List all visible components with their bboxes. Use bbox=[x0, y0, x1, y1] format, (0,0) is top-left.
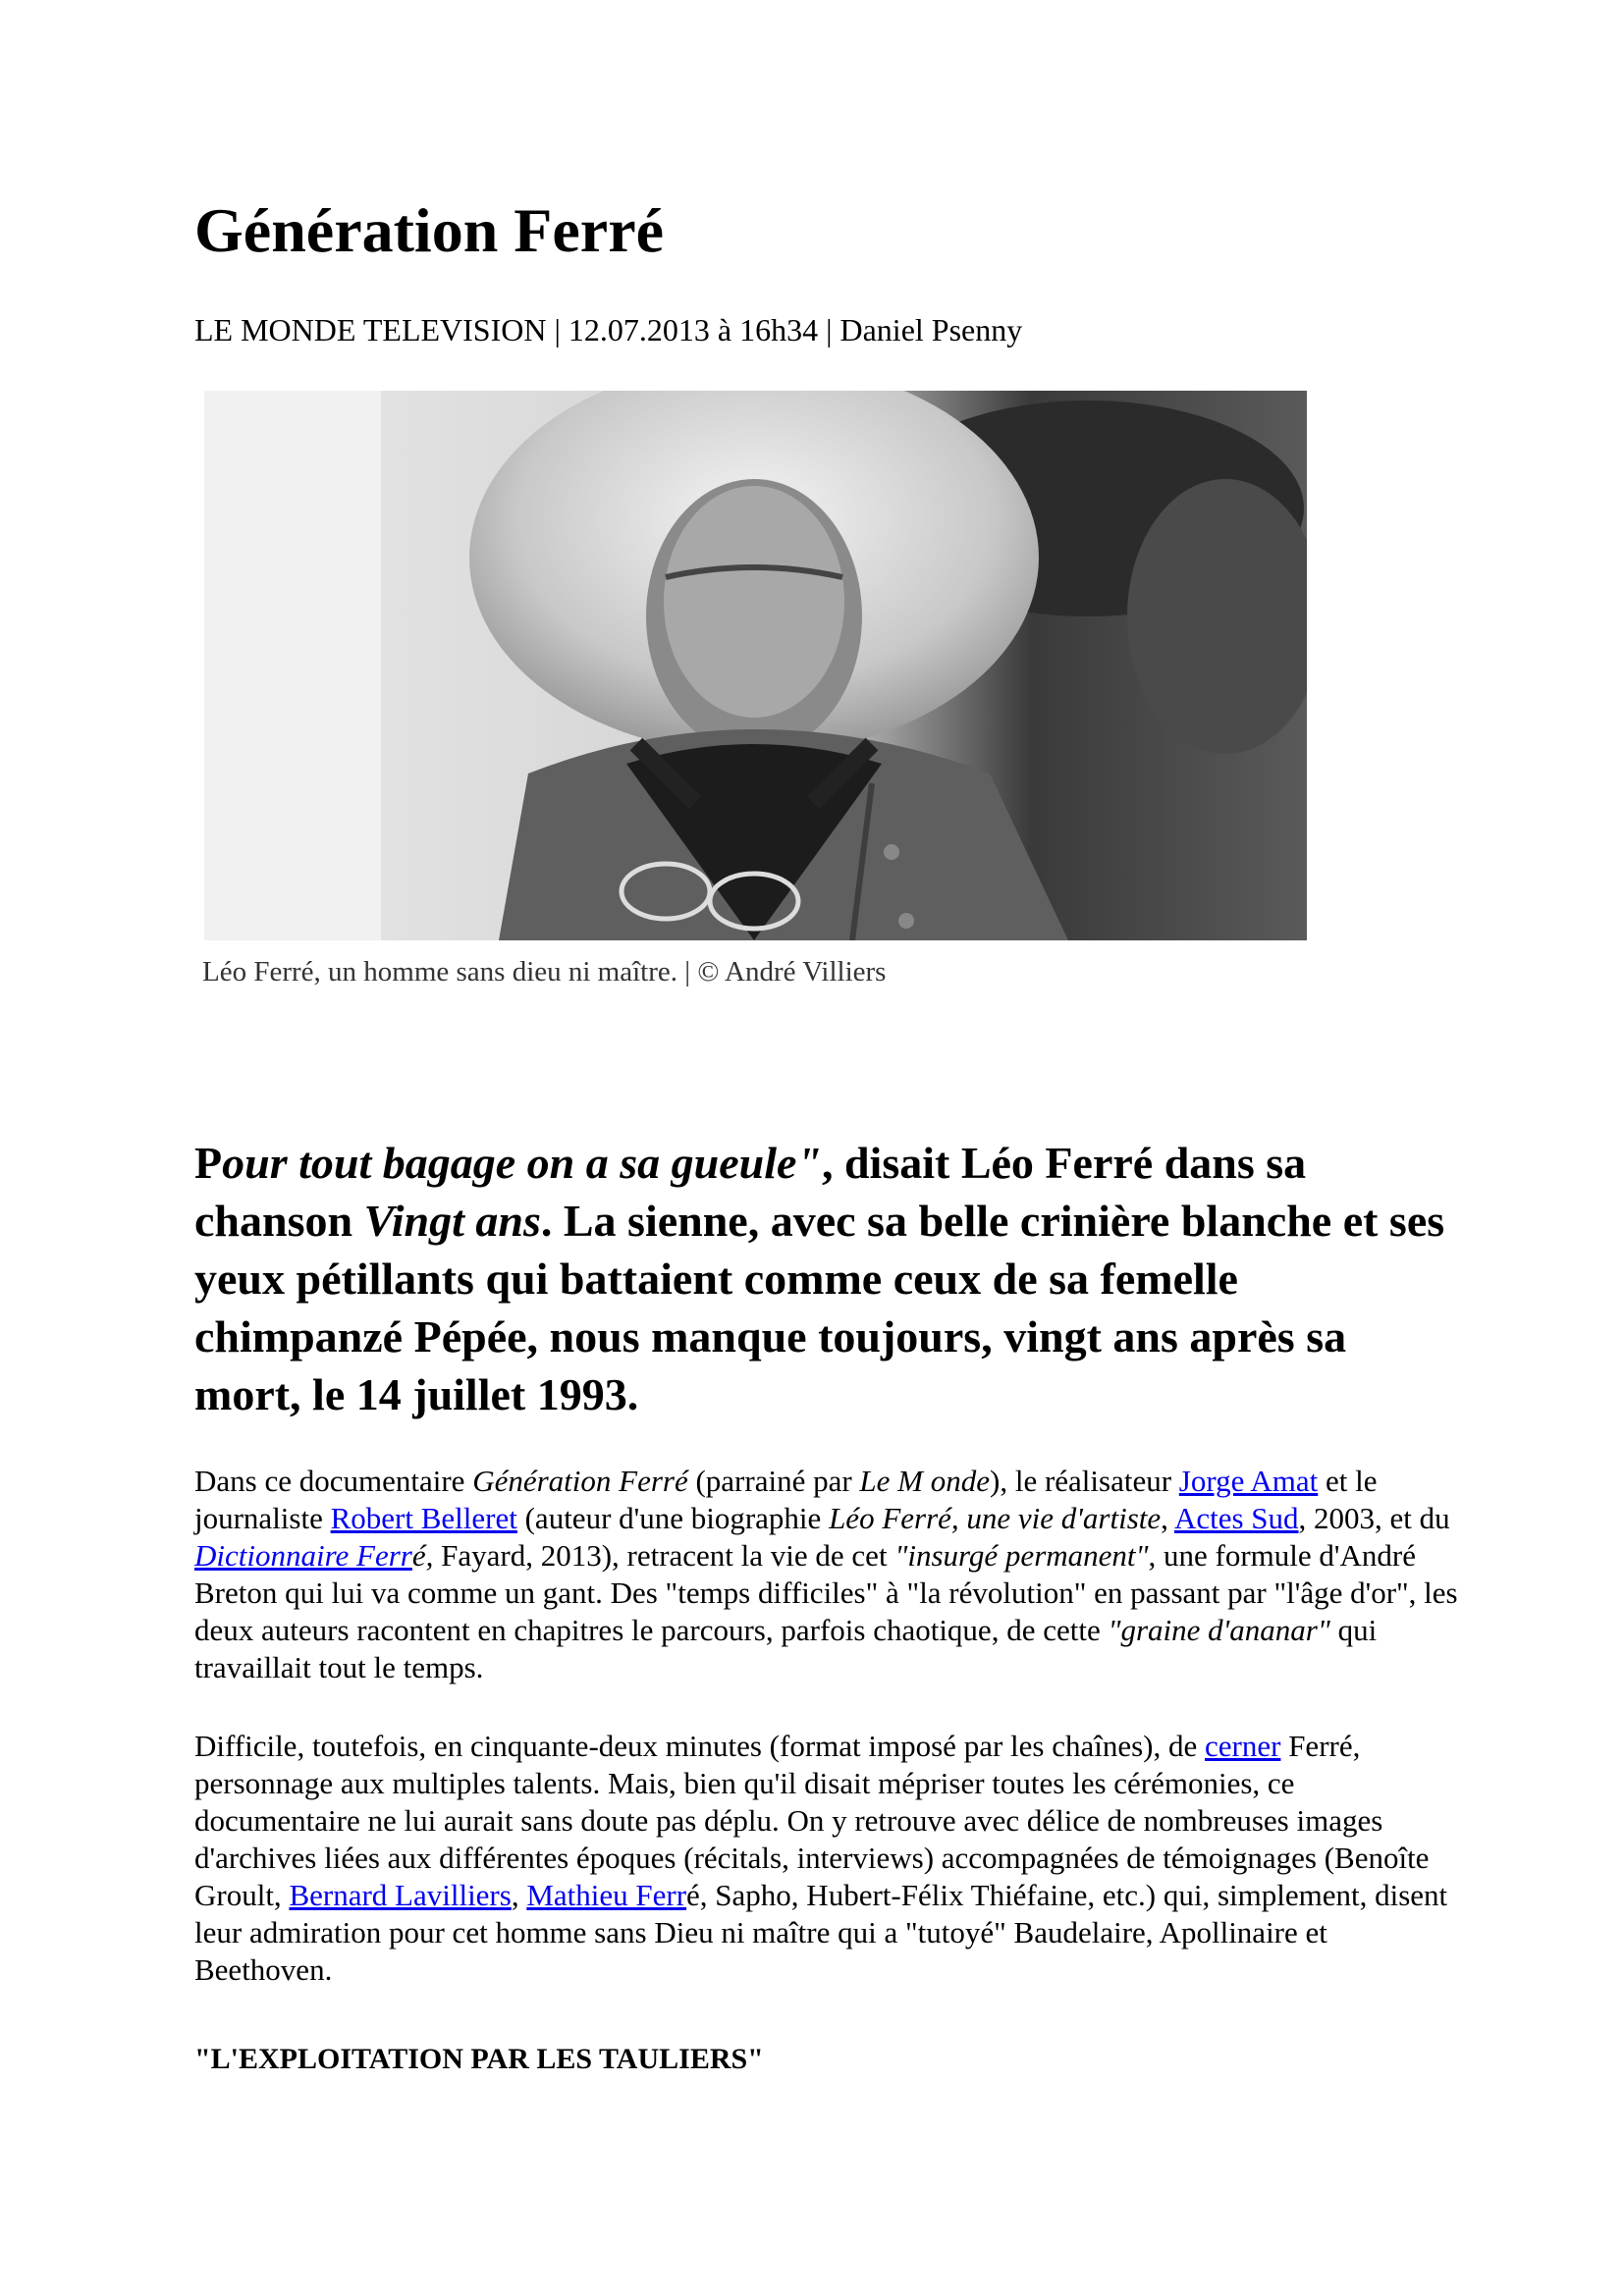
portrait-photo-icon bbox=[204, 391, 1307, 940]
text-run: Ferré, personnage aux multiples talents. Mais, bien qu'il disait mépriser toutes les cérémonies, ce documentaire ne lui aurait sans doute pas déplu. On y retrouve avec délice de nombreuses images d'archives liées aux différentes époques (récitals, interviews) accompagnées de témoignages (Benoîte Groult, bbox=[194, 1729, 1430, 1912]
italic-run: "insurgé permanent" bbox=[894, 1538, 1149, 1573]
text-run: , bbox=[1161, 1501, 1174, 1535]
text-run: (parrainé par bbox=[687, 1464, 860, 1498]
text-run: qui travaillait tout le temps. bbox=[194, 1613, 1378, 1684]
italic-run: Le M onde bbox=[859, 1464, 991, 1498]
section-subheading: "L'EXPLOITATION PAR LES TAULIERS" bbox=[194, 2043, 764, 2075]
link-bernard-lavilliers[interactable]: Bernard Lavilliers bbox=[289, 1878, 512, 1912]
link-dictionnaire-ferre[interactable] bbox=[194, 1538, 412, 1573]
link-cerner[interactable]: cerner bbox=[1205, 1729, 1281, 1763]
text-run: Dans ce documentaire bbox=[194, 1464, 473, 1498]
text-run: , une formule d'André Breton qui lui va comme un gant. Des "temps difficiles" à "la révolution" en passant par "l'âge d'or", les deux auteurs racontent en chapitres le parcours, parfois chaotique, de cette bbox=[194, 1538, 1458, 1647]
text-run: , 2003, et du bbox=[1298, 1501, 1450, 1535]
link-robert-belleret[interactable]: Robert Belleret bbox=[330, 1501, 517, 1535]
text-run: (auteur d'une biographie bbox=[516, 1501, 830, 1535]
link-jorge-amat[interactable]: Jorge Amat bbox=[1178, 1464, 1319, 1498]
lead-song-title: Vingt ans bbox=[363, 1196, 541, 1246]
text-run: é, Sapho, Hubert-Félix Thiéfaine, etc.) qui, simplement, disent leur admiration pour cet homme sans Dieu ni maître qui a "tutoyé" Baudelaire, Apollinaire et Beethoven. bbox=[194, 1878, 1448, 1987]
lead-paragraph bbox=[194, 1134, 1451, 1423]
lead-text-1: , disait Léo Ferré dans sa chanson bbox=[194, 1138, 1307, 1246]
text-run: Fayard, 2013), retracent la vie de cet bbox=[433, 1538, 895, 1573]
italic-run: é, bbox=[411, 1538, 434, 1573]
link-mathieu-ferre[interactable]: Mathieu Ferr bbox=[526, 1878, 687, 1912]
page-title: Génération Ferré bbox=[194, 195, 664, 265]
article-photo bbox=[204, 391, 1307, 940]
link-actes-sud[interactable]: Actes Sud bbox=[1173, 1501, 1299, 1535]
text-run: , bbox=[511, 1878, 527, 1912]
text-run: Difficile, toutefois, en cinquante-deux minutes (format imposé par les chaînes), de bbox=[194, 1729, 1205, 1763]
photo-caption: Léo Ferré, un homme sans dieu ni maître. | © André Villiers bbox=[202, 956, 887, 988]
italic-run: Léo Ferré, une vie d'artiste bbox=[829, 1501, 1162, 1535]
lead-quote-initial: P bbox=[194, 1138, 223, 1188]
italic-run: Génération Ferré bbox=[472, 1464, 688, 1498]
body-paragraph-1 bbox=[194, 1463, 1461, 1686]
italic-run: "graine d'ananar" bbox=[1108, 1613, 1330, 1647]
link-label: Dictionnaire Ferr bbox=[194, 1538, 412, 1573]
lead-quote: our tout bagage on a sa gueule" bbox=[222, 1138, 822, 1188]
lead-text-2: . La sienne, avec sa belle crinière blanche et ses yeux pétillants qui battaient comme ceux de sa femelle chimpanzé Pépée, nous manque toujours, vingt ans après sa mort, le 14 juillet 1993. bbox=[194, 1196, 1445, 1419]
text-run: et le journaliste bbox=[194, 1464, 1378, 1535]
text-run: ), le réalisateur bbox=[990, 1464, 1179, 1498]
byline: LE MONDE TELEVISION | 12.07.2013 à 16h34 | Daniel Psenny bbox=[194, 312, 1023, 347]
body-paragraph-2 bbox=[194, 1728, 1461, 1989]
